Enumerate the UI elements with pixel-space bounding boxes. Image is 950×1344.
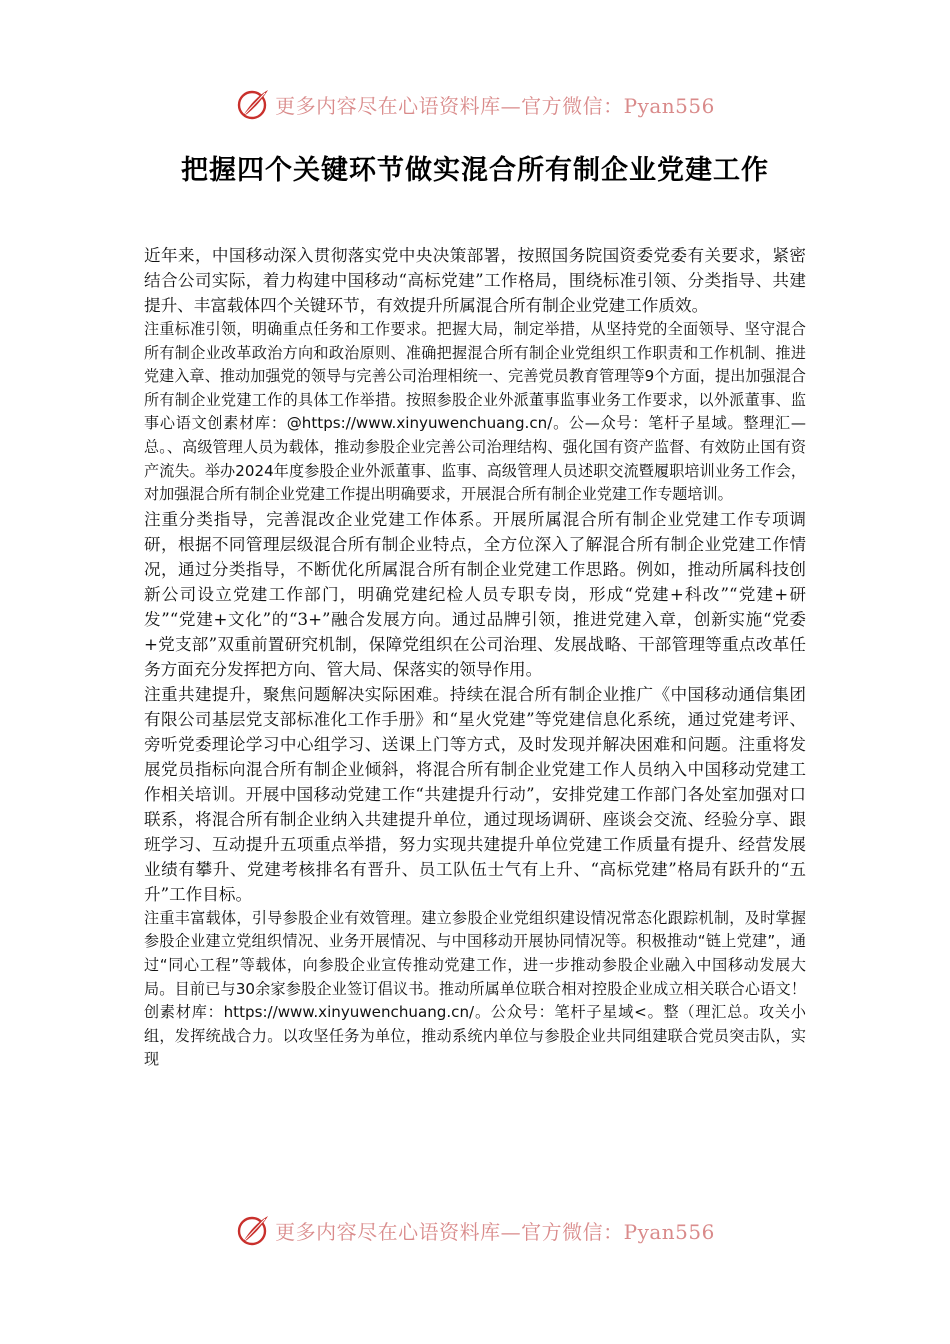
paragraph-intro: 近年来，中国移动深入贯彻落实党中央决策部署，按照国务院国资委党委有关要求，紧密结合公司实际，着力构建中国移动“高标党建”工作格局，围绕标准引领、分类指导、共建提升、丰富载体四个关键环节，有效提升所属混合所有制企业党建工作质效。 xyxy=(144,246,806,315)
document-body xyxy=(144,243,806,1072)
paragraph-joint-improvement: 注重共建提升，聚焦问题解决实际困难。持续在混合所有制企业推广《中国移动通信集团有限公司基层党支部标准化工作手册》和“星火党建”等党建信息化系统，通过党建考评、旁听党委理论学习中心组学习、送课上门等方式，及时发现并解决困难和问题。注重将发展党员指标向混合所有制企业倾斜，将混合所有制企业党建工作人员纳入中国移动党建工作相关培训。开展中国移动党建工作“共建提升行动”，安排党建工作部门各处室加强对口联系，将混合所有制企业纳入共建提升单位，通过现场调研、座谈会交流、经验分享、跟班学习、互动提升五项重点举措，努力实现共建提升单位党建工作质量有提升、经营发展业绩有攀升、党建考核排名有晋升、员工队伍士气有上升、“高标党建”格局有跃升的“五升”工作目标。 xyxy=(144,684,806,904)
document-title: 把握四个关键环节做实混合所有制企业党建工作 xyxy=(181,155,769,186)
feather-pen-icon xyxy=(235,1212,271,1248)
paragraph-rich-carriers: 注重丰富载体，引导参股企业有效管理。建立参股企业党组织建设情况常态化跟踪机制，及时掌握参股企业建立党组织情况、业务开展情况、与中国移动开展协同情况等。积极推动“链上党建”，通过“同心工程”等载体，向参股企业宣传推动党建工作，进一步推动参股企业融入中国移动发展大局。目前已与30余家参股企业签订倡议书。推动所属单位联合相对控股企业成立相关联合心语文！创素材库：https://www.xinyuwenchuang.cn/。公众号：笔杆子星域<。整（理汇总。攻关小组，发挥统战合力。以攻坚任务为单位，推动系统内单位与参股企业共同组建联合党员突击队，实现 xyxy=(144,908,806,1069)
paragraph-standard-guidance: 注重标准引领，明确重点任务和工作要求。把握大局，制定举措，从坚持党的全面领导、坚守混合所有制企业改革政治方向和政治原则、准确把握混合所有制企业党组织工作职责和工作机制、推进党建入章、推动加强党的领导与完善公司治理相统一、完善党员教育管理等9个方面，提出加强混合所有制企业党建工作的具体工作举措。按照参股企业外派董事监事业务工作要求，以外派董事、监事心语文创素材库：@https://www.xinyuwenchuang.cn/。公—众号：笔杆子星域。整理汇—总。、高级管理人员为载体，推动参股企业完善公司治理结构、强化国有资产监督、有效防止国有资产流失。举办2024年度参股企业外派董事、监事、高级管理人员述职交流暨履职培训业务工作会，对加强混合所有制企业党建工作提出明确要求，开展混合所有制企业党建工作专题培训。 xyxy=(144,320,806,504)
header-banner[interactable] xyxy=(0,84,950,124)
paragraph-classified-guidance: 注重分类指导，完善混改企业党建工作体系。开展所属混合所有制企业党建工作专项调研，根据不同管理层级混合所有制企业特点，全方位深入了解混合所有制企业党建工作情况，通过分类指导，不断优化所属混合所有制企业党建工作思路。例如，推动所属科技创新公司设立党建工作部门，明确党建纪检人员专职专岗，形成“党建+科改”“党建+研发”“党建+文化”的“3+”融合发展方向。通过品牌引领，推进党建入章，创新实施“党委+党支部”双重前置研究机制，保障党组织在公司治理、发展战略、干部管理等重点改革任务方面充分发挥把方向、管大局、保落实的领导作用。 xyxy=(144,509,806,679)
feather-pen-icon xyxy=(235,86,271,122)
banner-text: 更多内容尽在心语资料库—官方微信：Pyan556 xyxy=(275,1219,715,1244)
banner-text: 更多内容尽在心语资料库—官方微信：Pyan556 xyxy=(275,93,715,118)
footer-banner[interactable] xyxy=(0,1210,950,1250)
